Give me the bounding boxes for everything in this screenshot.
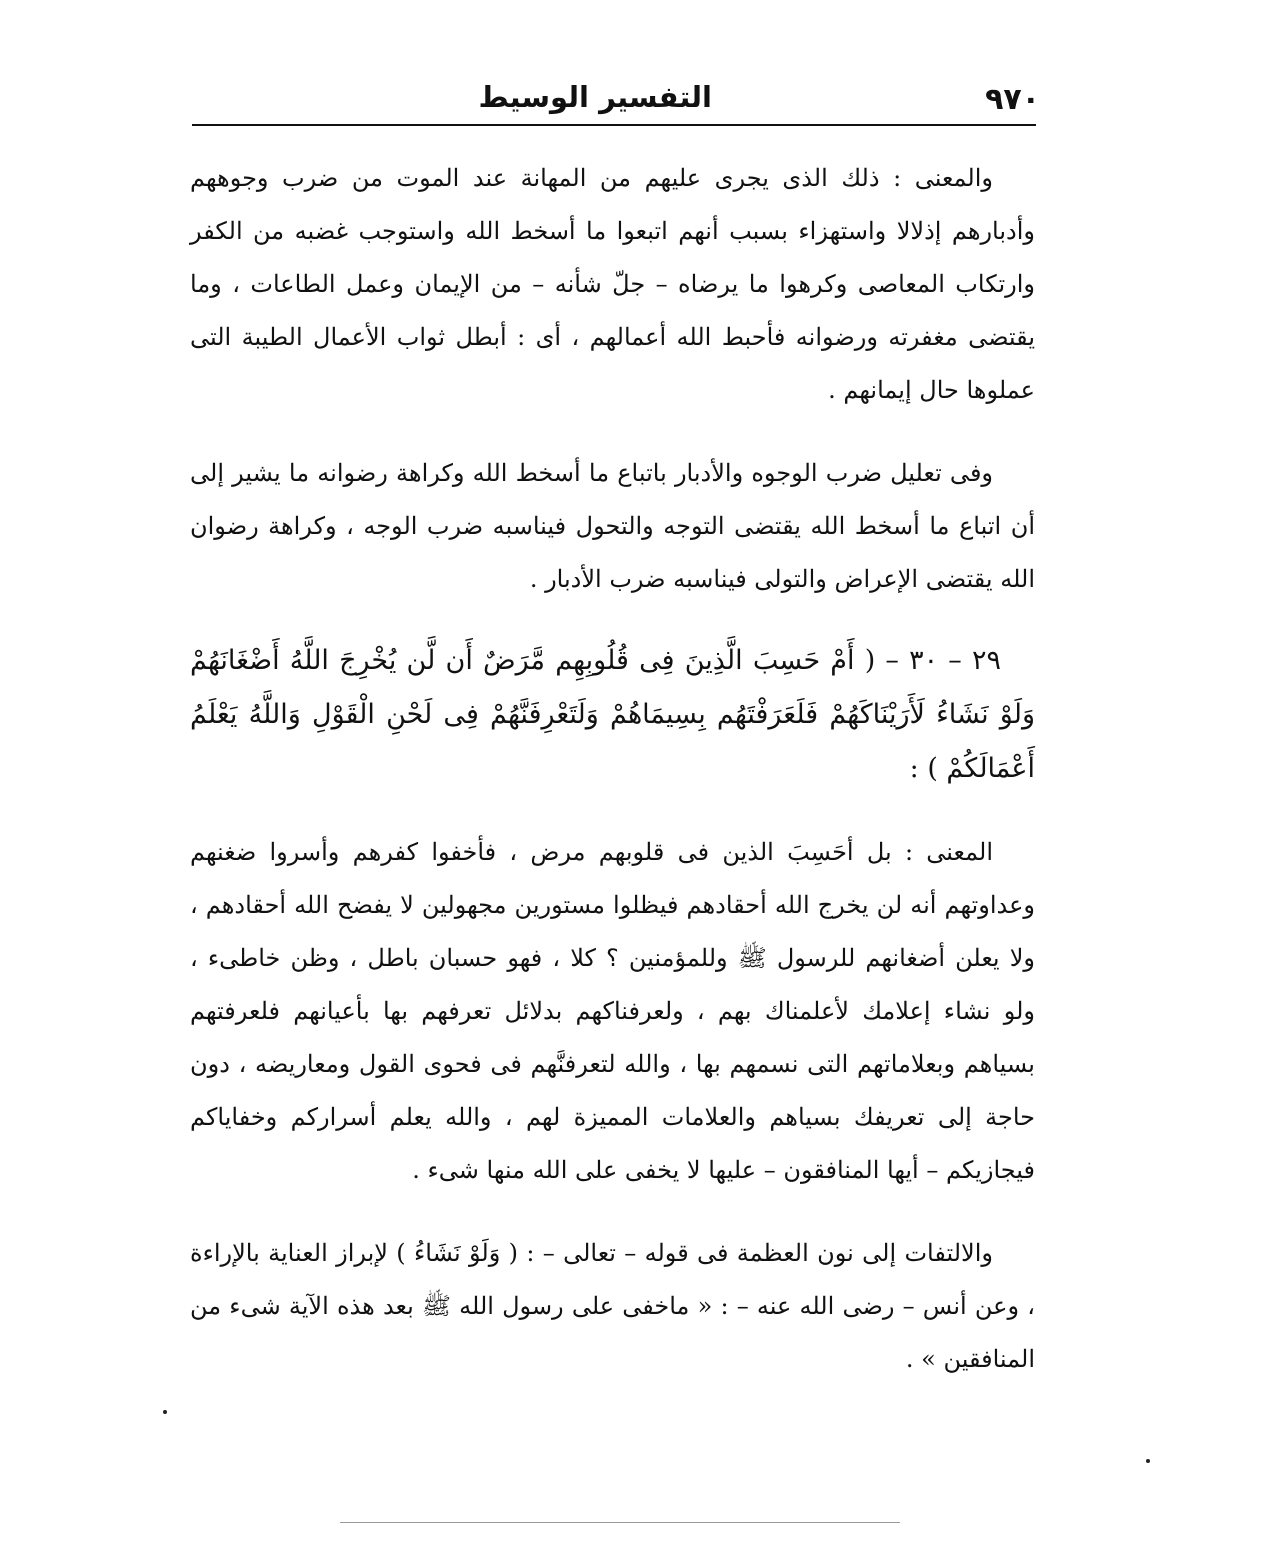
book-title: التفسير الوسيط: [478, 80, 712, 114]
paragraph-reasoning: وفى تعليل ضرب الوجوه والأدبار باتباع ما أسخط الله وكراهة رضوانه ما يشير إلى أن اتباع ما أسخط الله يقتضى التوجه والتحول فيناسبه ضرب الوجه ، وكراهة رضوان الله يقتضى الإعراض والتولى فيناسبه ضرب الأدبار .: [190, 459, 1035, 593]
paragraph-iltifat: والالتفات إلى نون العظمة فى قوله – تعالى – : ( وَلَوْ نَشَاءُ ) لإبراز العناية بالإراءة ، وعن أنس – رضى الله عنه – : « ماخفى على رسول الله ﷺ بعد هذه الآية شىء من المنافقين » .: [190, 1239, 1035, 1373]
page-number: ٩٧٠: [985, 82, 1040, 117]
scan-edge-line: [340, 1522, 900, 1523]
paragraph-meaning-2: المعنى : بل أحَسِبَ الذين فى قلوبهم مرض ، فأخفوا كفرهم وأسروا ضغنهم وعداوتهم أنه لن يخرج الله أحقادهم فيظلوا مستورين مجهولين لا يفضح الله أحقادهم ، ولا يعلن أضغانهم للرسول ﷺ وللمؤمنين ؟ كلا ، فهو حسبان باطل ، وظن خاطىء ، ولو نشاء إعلامك لأعلمناك بهم ، ولعرفناكهم بدلائل تعرفهم بها بأعيانهم فلعرفتهم بسياهم وبعلاماتهم التى نسمهم بها ، والله لتعرفنَّهم فى فحوى القول ومعاريضه ، دون حاجة إلى تعريفك بسياهم والعلامات المميزة لهم ، والله يعلم أسراركم وخفاياكم فيجازيكم – أيها المنافقون – عليها لا يخفى على الله منها شىء .: [190, 838, 1035, 1184]
paragraph-meaning-1: والمعنى : ذلك الذى يجرى عليهم من المهانة عند الموت من ضرب وجوههم وأدبارهم إذلالا واستهزاء بسبب أنهم اتبعوا ما أسخط الله واستوجب غضبه من الكفر وارتكاب المعاصى وكرهوا ما يرضاه – جلّ شأنه – من الإيمان وعمل الطاعات ، وما يقتضى مغفرته ورضوانه فأحبط الله أعمالهم ، أى : أبطل ثواب الأعمال الطيبة التى عملوها حال إيمانهم .: [190, 164, 1035, 404]
running-head: [190, 78, 1040, 120]
commentary-body: [190, 152, 1035, 1386]
scan-speck: [1146, 1459, 1150, 1463]
scan-speck: [163, 1410, 167, 1414]
quranic-verse: ٢٩ – ٣٠ – ( أَمْ حَسِبَ الَّذِينَ فِى قُلُوبِهِم مَّرَضٌ أَن لَّن يُخْرِجَ اللَّهُ أَضْغَانَهُمْ وَلَوْ نَشَاءُ لَأَرَيْنَاكَهُمْ فَلَعَرَفْتَهُم بِسِيمَاهُمْ وَلَتَعْرِفَنَّهُمْ فِى لَحْنِ الْقَوْلِ وَاللَّهُ يَعْلَمُ أَعْمَالَكُمْ ) :: [190, 645, 1035, 784]
header-rule: [192, 124, 1036, 126]
